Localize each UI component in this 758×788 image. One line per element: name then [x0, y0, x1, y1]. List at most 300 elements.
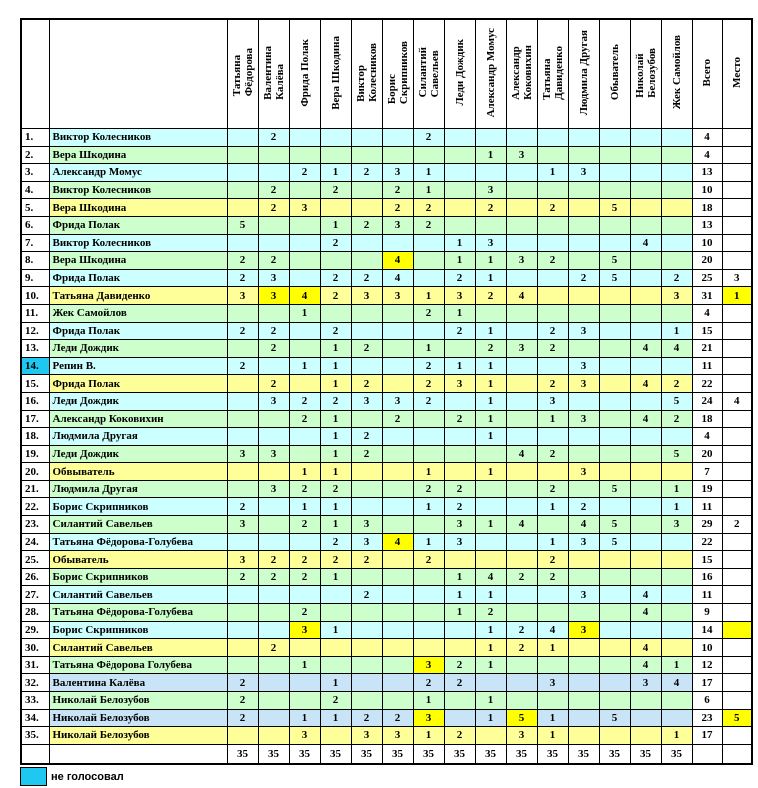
vote-cell [444, 428, 475, 446]
vote-cell: 2 [289, 164, 320, 182]
vote-cell: 1 [475, 709, 506, 727]
row-place [722, 181, 752, 199]
row-number: 4. [21, 181, 49, 199]
vote-cell [382, 129, 413, 147]
vote-cell: 5 [599, 199, 630, 217]
vote-cell: 3 [444, 375, 475, 393]
row-name: Татьяна Фёдорова-Голубева [49, 533, 227, 551]
vote-cell: 1 [320, 357, 351, 375]
column-header [320, 19, 351, 129]
vote-cell [661, 463, 692, 481]
vote-cell [599, 586, 630, 604]
vote-cell [506, 480, 537, 498]
row-name: Силантий Савельев [49, 586, 227, 604]
column-header-label: Николай Белозубов [633, 47, 658, 98]
vote-cell: 1 [444, 568, 475, 586]
vote-cell [568, 551, 599, 569]
vote-cell [537, 463, 568, 481]
table-row [21, 674, 752, 692]
vote-cell [382, 357, 413, 375]
row-number: 9. [21, 269, 49, 287]
row-place [722, 199, 752, 217]
row-number: 32. [21, 674, 49, 692]
vote-cell [413, 428, 444, 446]
vote-cell [599, 568, 630, 586]
vote-cell [444, 199, 475, 217]
vote-cell: 4 [661, 674, 692, 692]
row-name: Репин В. [49, 357, 227, 375]
vote-cell: 1 [444, 304, 475, 322]
row-number: 22. [21, 498, 49, 516]
total-header [692, 19, 722, 129]
vote-cell: 2 [289, 568, 320, 586]
vote-cell: 1 [537, 498, 568, 516]
column-header [506, 19, 537, 129]
legend-label: не голосовал [51, 770, 124, 783]
vote-cell: 4 [630, 604, 661, 622]
vote-cell [599, 604, 630, 622]
row-place [722, 674, 752, 692]
vote-cell: 2 [537, 322, 568, 340]
vote-cell [568, 692, 599, 710]
row-number: 11. [21, 304, 49, 322]
row-total: 24 [692, 392, 722, 410]
row-place [722, 692, 752, 710]
vote-cell [227, 181, 258, 199]
vote-cell [289, 269, 320, 287]
vote-cell: 4 [382, 269, 413, 287]
row-number: 16. [21, 392, 49, 410]
vote-cell: 1 [475, 392, 506, 410]
vote-cell [351, 146, 382, 164]
vote-cell [382, 498, 413, 516]
vote-cell: 5 [661, 392, 692, 410]
vote-cell: 3 [289, 621, 320, 639]
vote-cell: 3 [351, 516, 382, 534]
vote-cell: 2 [537, 340, 568, 358]
vote-cell [599, 674, 630, 692]
vote-cell [444, 129, 475, 147]
footer-count: 35 [382, 744, 413, 764]
vote-cell: 1 [475, 269, 506, 287]
vote-cell [506, 357, 537, 375]
vote-cell [537, 656, 568, 674]
vote-cell: 1 [444, 234, 475, 252]
vote-cell [537, 604, 568, 622]
row-number: 27. [21, 586, 49, 604]
table-row [21, 709, 752, 727]
vote-cell: 5 [599, 480, 630, 498]
vote-cell: 2 [320, 533, 351, 551]
vote-cell [537, 692, 568, 710]
vote-cell: 4 [382, 252, 413, 270]
row-name: Людмила Другая [49, 480, 227, 498]
vote-cell [630, 692, 661, 710]
vote-cell [599, 639, 630, 657]
vote-cell: 3 [568, 164, 599, 182]
footer-count: 35 [444, 744, 475, 764]
vote-cell: 1 [475, 586, 506, 604]
vote-cell: 4 [630, 340, 661, 358]
vote-cell [630, 463, 661, 481]
row-number: 35. [21, 727, 49, 745]
vote-cell: 2 [413, 216, 444, 234]
vote-cell: 3 [382, 216, 413, 234]
vote-cell [289, 234, 320, 252]
vote-cell: 5 [599, 709, 630, 727]
vote-cell [258, 604, 289, 622]
vote-cell [630, 252, 661, 270]
vote-cell [506, 234, 537, 252]
vote-cell [599, 692, 630, 710]
vote-cell [661, 252, 692, 270]
row-place [722, 146, 752, 164]
row-total: 4 [692, 129, 722, 147]
row-place [722, 498, 752, 516]
vote-cell [537, 216, 568, 234]
row-total: 20 [692, 445, 722, 463]
row-name: Александр Коковихин [49, 410, 227, 428]
vote-cell [382, 692, 413, 710]
column-header [413, 19, 444, 129]
vote-cell [382, 445, 413, 463]
vote-cell: 2 [351, 269, 382, 287]
vote-cell [506, 129, 537, 147]
vote-cell [289, 129, 320, 147]
vote-cell [506, 375, 537, 393]
row-total: 13 [692, 164, 722, 182]
vote-cell [382, 568, 413, 586]
footer-count: 35 [630, 744, 661, 764]
vote-cell [599, 463, 630, 481]
row-place [722, 322, 752, 340]
row-name: Фрида Полак [49, 216, 227, 234]
vote-cell [506, 304, 537, 322]
vote-cell: 2 [227, 498, 258, 516]
vote-cell [506, 674, 537, 692]
vote-cell [630, 568, 661, 586]
vote-cell: 2 [475, 340, 506, 358]
table-row [21, 146, 752, 164]
vote-cell: 5 [661, 445, 692, 463]
row-total: 9 [692, 604, 722, 622]
vote-cell [227, 164, 258, 182]
vote-cell: 2 [413, 375, 444, 393]
vote-cell: 4 [630, 410, 661, 428]
vote-cell: 2 [413, 551, 444, 569]
vote-cell: 1 [289, 357, 320, 375]
vote-cell: 3 [537, 674, 568, 692]
row-total: 12 [692, 656, 722, 674]
footer-count: 35 [351, 744, 382, 764]
vote-cell [599, 621, 630, 639]
vote-cell: 5 [506, 709, 537, 727]
vote-cell: 2 [227, 357, 258, 375]
row-place [722, 639, 752, 657]
vote-cell: 2 [413, 480, 444, 498]
vote-cell [568, 428, 599, 446]
vote-cell: 2 [320, 551, 351, 569]
row-name: Виктор Колесников [49, 181, 227, 199]
row-total: 25 [692, 269, 722, 287]
vote-cell [661, 604, 692, 622]
vote-cell [599, 375, 630, 393]
vote-cell: 2 [475, 287, 506, 305]
vote-cell: 2 [413, 129, 444, 147]
vote-cell [568, 199, 599, 217]
row-total: 11 [692, 357, 722, 375]
vote-cell [599, 181, 630, 199]
vote-cell [227, 304, 258, 322]
vote-cell: 1 [320, 674, 351, 692]
vote-cell [351, 639, 382, 657]
vote-cell [599, 428, 630, 446]
vote-cell: 2 [413, 304, 444, 322]
vote-cell [630, 357, 661, 375]
row-place [722, 428, 752, 446]
vote-cell [506, 656, 537, 674]
vote-cell [351, 568, 382, 586]
vote-cell [351, 621, 382, 639]
vote-cell [568, 709, 599, 727]
vote-cell: 1 [320, 621, 351, 639]
table-row [21, 498, 752, 516]
row-name: Николай Белозубов [49, 709, 227, 727]
vote-cell [258, 234, 289, 252]
vote-cell: 2 [351, 164, 382, 182]
row-place [722, 656, 752, 674]
vote-cell: 1 [475, 639, 506, 657]
vote-cell: 3 [506, 252, 537, 270]
column-header-label: Людмила Другая [577, 29, 590, 116]
vote-cell [630, 727, 661, 745]
row-name: Валентина Калёва [49, 674, 227, 692]
row-total: 15 [692, 322, 722, 340]
vote-cell: 2 [320, 181, 351, 199]
vote-cell: 2 [227, 692, 258, 710]
vote-cell [599, 727, 630, 745]
table-row [21, 727, 752, 745]
table-row [21, 252, 752, 270]
row-number: 31. [21, 656, 49, 674]
row-name: Борис Скрипников [49, 621, 227, 639]
vote-cell [630, 181, 661, 199]
column-header [599, 19, 630, 129]
vote-cell: 1 [537, 639, 568, 657]
place-header-label: Место [730, 57, 743, 88]
vote-cell: 2 [537, 568, 568, 586]
row-total: 4 [692, 146, 722, 164]
vote-cell: 2 [258, 568, 289, 586]
vote-cell: 2 [444, 727, 475, 745]
footer-count: 35 [506, 744, 537, 764]
vote-cell [413, 234, 444, 252]
vote-cell: 3 [227, 445, 258, 463]
row-number: 12. [21, 322, 49, 340]
vote-cell [599, 129, 630, 147]
vote-cell [227, 463, 258, 481]
row-total: 19 [692, 480, 722, 498]
vote-cell [227, 586, 258, 604]
vote-cell [568, 674, 599, 692]
vote-cell [661, 146, 692, 164]
vote-cell: 1 [320, 410, 351, 428]
table-row [21, 568, 752, 586]
footer-empty [722, 744, 752, 764]
row-place [722, 727, 752, 745]
vote-cell [506, 463, 537, 481]
vote-cell [227, 199, 258, 217]
row-name: Силантий Савельев [49, 516, 227, 534]
vote-cell: 5 [599, 252, 630, 270]
row-number: 23. [21, 516, 49, 534]
vote-cell: 2 [475, 604, 506, 622]
vote-cell [413, 445, 444, 463]
vote-cell: 1 [661, 727, 692, 745]
vote-cell: 1 [413, 463, 444, 481]
vote-cell [258, 410, 289, 428]
row-number: 30. [21, 639, 49, 657]
row-number: 28. [21, 604, 49, 622]
vote-cell [227, 392, 258, 410]
vote-cell: 4 [630, 375, 661, 393]
vote-cell [506, 269, 537, 287]
vote-cell: 2 [413, 392, 444, 410]
vote-cell: 3 [227, 516, 258, 534]
row-number: 20. [21, 463, 49, 481]
row-number: 7. [21, 234, 49, 252]
row-number: 15. [21, 375, 49, 393]
vote-cell [351, 181, 382, 199]
vote-cell [382, 516, 413, 534]
total-header-label: Всего [701, 58, 713, 87]
vote-cell: 3 [444, 287, 475, 305]
vote-cell [320, 727, 351, 745]
vote-cell [475, 480, 506, 498]
vote-cell [320, 252, 351, 270]
vote-cell [568, 639, 599, 657]
vote-cell [661, 357, 692, 375]
vote-cell: 2 [258, 551, 289, 569]
vote-cell [382, 621, 413, 639]
row-place: 1 [722, 287, 752, 305]
vote-cell [258, 709, 289, 727]
vote-cell: 1 [320, 216, 351, 234]
vote-cell: 2 [227, 568, 258, 586]
vote-cell: 2 [258, 129, 289, 147]
vote-cell: 4 [630, 586, 661, 604]
vote-cell [227, 604, 258, 622]
vote-cell [351, 410, 382, 428]
vote-cell: 2 [351, 375, 382, 393]
column-header-label: Виктор Колесников [354, 43, 379, 102]
vote-cell [568, 392, 599, 410]
vote-cell: 4 [506, 516, 537, 534]
row-total: 18 [692, 410, 722, 428]
row-total: 15 [692, 551, 722, 569]
vote-cell [351, 234, 382, 252]
vote-cell [506, 199, 537, 217]
vote-cell [506, 586, 537, 604]
row-number: 14. [21, 357, 49, 375]
vote-cell [382, 322, 413, 340]
vote-cell [413, 604, 444, 622]
vote-cell [506, 533, 537, 551]
vote-cell [506, 216, 537, 234]
table-row [21, 410, 752, 428]
vote-cell [599, 146, 630, 164]
vote-cell: 5 [227, 216, 258, 234]
vote-cell: 3 [568, 533, 599, 551]
table-row [21, 181, 752, 199]
row-number: 13. [21, 340, 49, 358]
vote-cell: 1 [320, 463, 351, 481]
vote-cell [661, 568, 692, 586]
vote-cell [351, 463, 382, 481]
row-place [722, 586, 752, 604]
vote-cell: 2 [382, 410, 413, 428]
vote-cell: 1 [537, 709, 568, 727]
vote-cell: 5 [599, 533, 630, 551]
row-name: Фрида Полак [49, 375, 227, 393]
vote-cell [506, 692, 537, 710]
vote-cell [351, 604, 382, 622]
vote-cell [599, 445, 630, 463]
vote-cell: 3 [351, 533, 382, 551]
vote-cell: 3 [351, 392, 382, 410]
vote-cell: 1 [320, 516, 351, 534]
column-header-label: Валентина Калёва [261, 45, 286, 100]
vote-cell: 3 [568, 375, 599, 393]
vote-cell [382, 375, 413, 393]
number-header [21, 19, 49, 129]
table-row [21, 304, 752, 322]
vote-cell [537, 287, 568, 305]
vote-cell [351, 199, 382, 217]
vote-cell: 3 [444, 516, 475, 534]
vote-cell [599, 287, 630, 305]
vote-cell: 1 [444, 586, 475, 604]
vote-cell [506, 498, 537, 516]
table-row [21, 216, 752, 234]
vote-cell: 3 [506, 146, 537, 164]
vote-cell: 2 [227, 252, 258, 270]
vote-cell [568, 480, 599, 498]
vote-cell [289, 181, 320, 199]
vote-cell [351, 498, 382, 516]
vote-cell [351, 357, 382, 375]
vote-cell [289, 428, 320, 446]
vote-cell [258, 498, 289, 516]
row-number: 5. [21, 199, 49, 217]
vote-cell: 3 [506, 727, 537, 745]
vote-cell: 3 [413, 709, 444, 727]
vote-cell [289, 533, 320, 551]
vote-cell: 1 [320, 568, 351, 586]
row-number: 25. [21, 551, 49, 569]
row-place [722, 340, 752, 358]
vote-cell [630, 269, 661, 287]
vote-cell: 3 [382, 392, 413, 410]
row-total: 20 [692, 252, 722, 270]
vote-cell [413, 322, 444, 340]
vote-cell [351, 480, 382, 498]
vote-cell [258, 586, 289, 604]
vote-cell: 3 [661, 516, 692, 534]
vote-cell [661, 216, 692, 234]
vote-cell: 3 [568, 357, 599, 375]
row-total: 22 [692, 533, 722, 551]
